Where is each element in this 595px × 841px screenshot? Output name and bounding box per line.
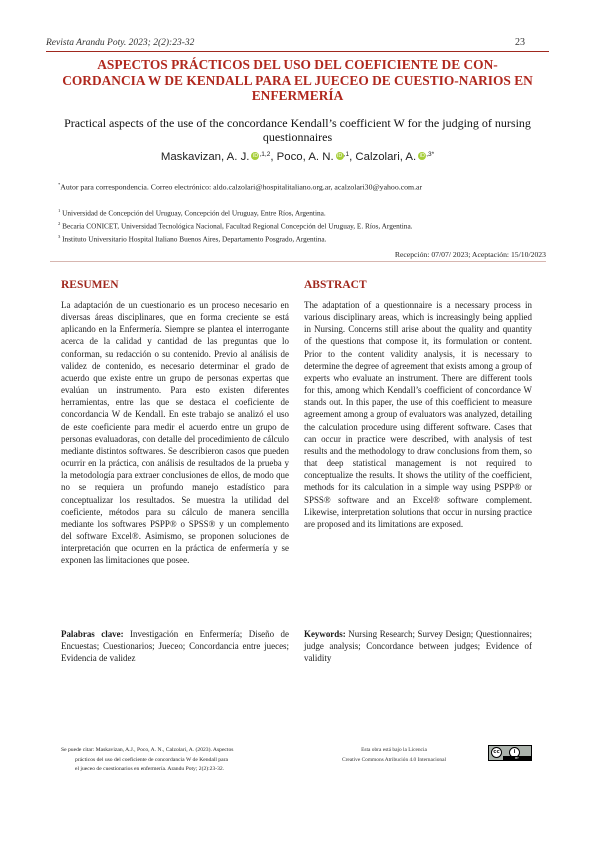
orcid-icon[interactable]: iD	[337, 153, 343, 159]
author-affil-mark: ,1	[343, 151, 350, 158]
journal-header: Revista Arandu Poty. 2023; 2(2):23-32	[46, 38, 195, 48]
correspondence-note	[58, 182, 422, 192]
keywords-en-label: Keywords:	[304, 629, 346, 639]
keywords-es-list: Investigación en Enfermería; Diseño de Encuestas; Cuestionarios; Jueceo; Concordancia entre jueces; Evidencia de validez	[61, 629, 289, 664]
keywords-es-label: Palabras clave:	[61, 629, 124, 639]
orcid-icon[interactable]: iD	[252, 153, 259, 159]
author-name: Calzolari, A.	[355, 151, 417, 163]
author-affil-mark: ,3*	[426, 151, 435, 158]
author-name: Poco, A. N.	[276, 151, 334, 163]
abstract-heading: ABSTRACT	[304, 279, 367, 291]
resumen-heading: RESUMEN	[61, 279, 119, 291]
header-rule	[46, 51, 549, 52]
cc-by-band: BY	[503, 756, 531, 760]
affiliation-item: $^1$ Universidad de Concepción del Uruguay, Concepción del Uruguay, Entre Ríos, Argentina.	[58, 208, 326, 218]
author-affil-mark: ,1,2	[259, 151, 271, 158]
page-number: 23	[515, 37, 525, 48]
affiliation-list	[58, 206, 413, 245]
author-list: Maskavizan, A. J. $iD^{,1,2}$, Poco, A. N. $iD^{,1}$, Calzolari, A. $iD^{,3*}$	[160, 151, 435, 163]
citation-line: el jueceo de cuestionarios en enfermería. Arandu Poty; 2(2):23-32.	[75, 766, 225, 773]
attribution-icon: i	[509, 747, 520, 758]
abstract-body: The adaptation of a questionnaire is a necessary process in various disciplinary areas, which is increasingly being applied in Nursing. Concerns still arise about the quality and quantity of the questions that compose it, its formulation or content. Prior to the content validity analysis, it is necessary to determine the degree of agreement that exists among a group of experts who evaluate an instrument. There are different tools for this, among which Kendall’s coefficient of concordance W stands out. In this paper, the use of this coefficient to measure agreement among a group of evaluators was analyzed, detailing the calculation procedure using different software. Cases that can occur in practice were described, with analysis of test results and the methodology to draw conclusions from them, so that deep statistical management is not required to conceptualize the results. It shows the utility of the coefficient, methods for its calculation in a simple way using PSPP® or SPSS® software and an Excel® software complement. Likewise, interpretation solutions that occur in nursing practice are proposed and its limitations are exposed.	[304, 300, 532, 529]
license-line: Esta obra está bajo la Licencia	[361, 747, 427, 753]
article-title: ASPECTOS PRÁCTICOS DEL USO DEL COEFICIENTE DE CON-CORDANCIA W DE KENDALL PARA EL JUECEO DE CUESTIO-NARIOS EN ENFERMERÍA	[62, 57, 533, 103]
author-name: Maskavizan, A. J.	[160, 151, 250, 163]
correspondence-text: Autor para correspondencia. Correo electrónico: aldo.calzolari@hospitalitaliano.org.ar, acalzolari30@yahoo.com.ar	[60, 182, 423, 192]
received-accepted-dates: Recepción: 07/07/ 2023; Aceptación: 15/10/2023	[394, 250, 546, 259]
keywords-en	[304, 628, 532, 664]
correspondence-mark: *	[58, 182, 61, 187]
keywords-en-list: Nursing Research; Survey Design; Questionnaires; judge analysis; Concordance between judges; Evidence of validity	[304, 629, 532, 664]
cc-by-license-icon[interactable]	[488, 745, 532, 761]
section-divider	[50, 261, 546, 262]
license-note[interactable]	[326, 746, 462, 765]
affiliation-item: $^2$ Becaria CONICET, Universidad Tecnológica Nacional, Facultad Regional Concepción del Uruguay, E. Ríos, Argentina.	[58, 221, 413, 231]
citation-line: Se puede citar: Maskavizan, A.J., Poco, A. N., Calzolari, A. (2023). Aspectos	[61, 747, 234, 753]
affiliation-item: $^3$ Instituto Universitario Hospital Italiano Buenos Aires, Departamento Posgrado, Argentina.	[58, 234, 327, 244]
cc-icon: cc	[491, 747, 502, 758]
license-line: Creative Commons Atribución 4.0 Internacional	[341, 756, 447, 763]
resumen-body: La adaptación de un cuestionario es un proceso necesario en diversas áreas disciplinares, que en forma creciente se está aplicando en la Enfermería. Siempre se plantea el interrogante acerca de la calidad y cantidad de las preguntas que lo conforman, su redacción o su contenido. Previo al análisis de validez de contenido, es necesario determinar el grado de acuerdo que existe entre un grupo de personas expertas que evalúan un instrumento. Para esto existen diferentes herramientas, entre las que se destaca el coeficiente de concordancia W de Kendall. En este trabajo se analizó el uso de este coeficiente para medir el acuerdo entre un grupo de personas evaluadoras, con detalle del procedimiento de cálculo mediante distintos softwares. Se describieron casos que pueden ocurrir en la práctica, con análisis de resultados de la prueba y la metodología para extraer conclusiones de ellos, de modo que no se requiera un profundo manejo estadístico para conceptualizar los resultados. Se muestra la utilidad del coeficiente, métodos para su cálculo de manera sencilla mediante los softwares PSPP® o SPSS® y un complemento del software Excel®. Asimismo, se proponen soluciones de interpretación que ocurren en la práctica de enfermería y se exponen las limitaciones que posee.	[61, 300, 289, 566]
citation-footer	[61, 746, 301, 775]
orcid-icon[interactable]: iD	[419, 153, 425, 159]
article-subtitle: Practical aspects of the use of the concordance Kendall’s coefficient W for the judging of nursing questionnaires	[64, 116, 531, 144]
citation-line: prácticos del uso del coeficiente de concordancia W de Kendall para	[75, 756, 228, 763]
keywords-es	[61, 628, 289, 664]
